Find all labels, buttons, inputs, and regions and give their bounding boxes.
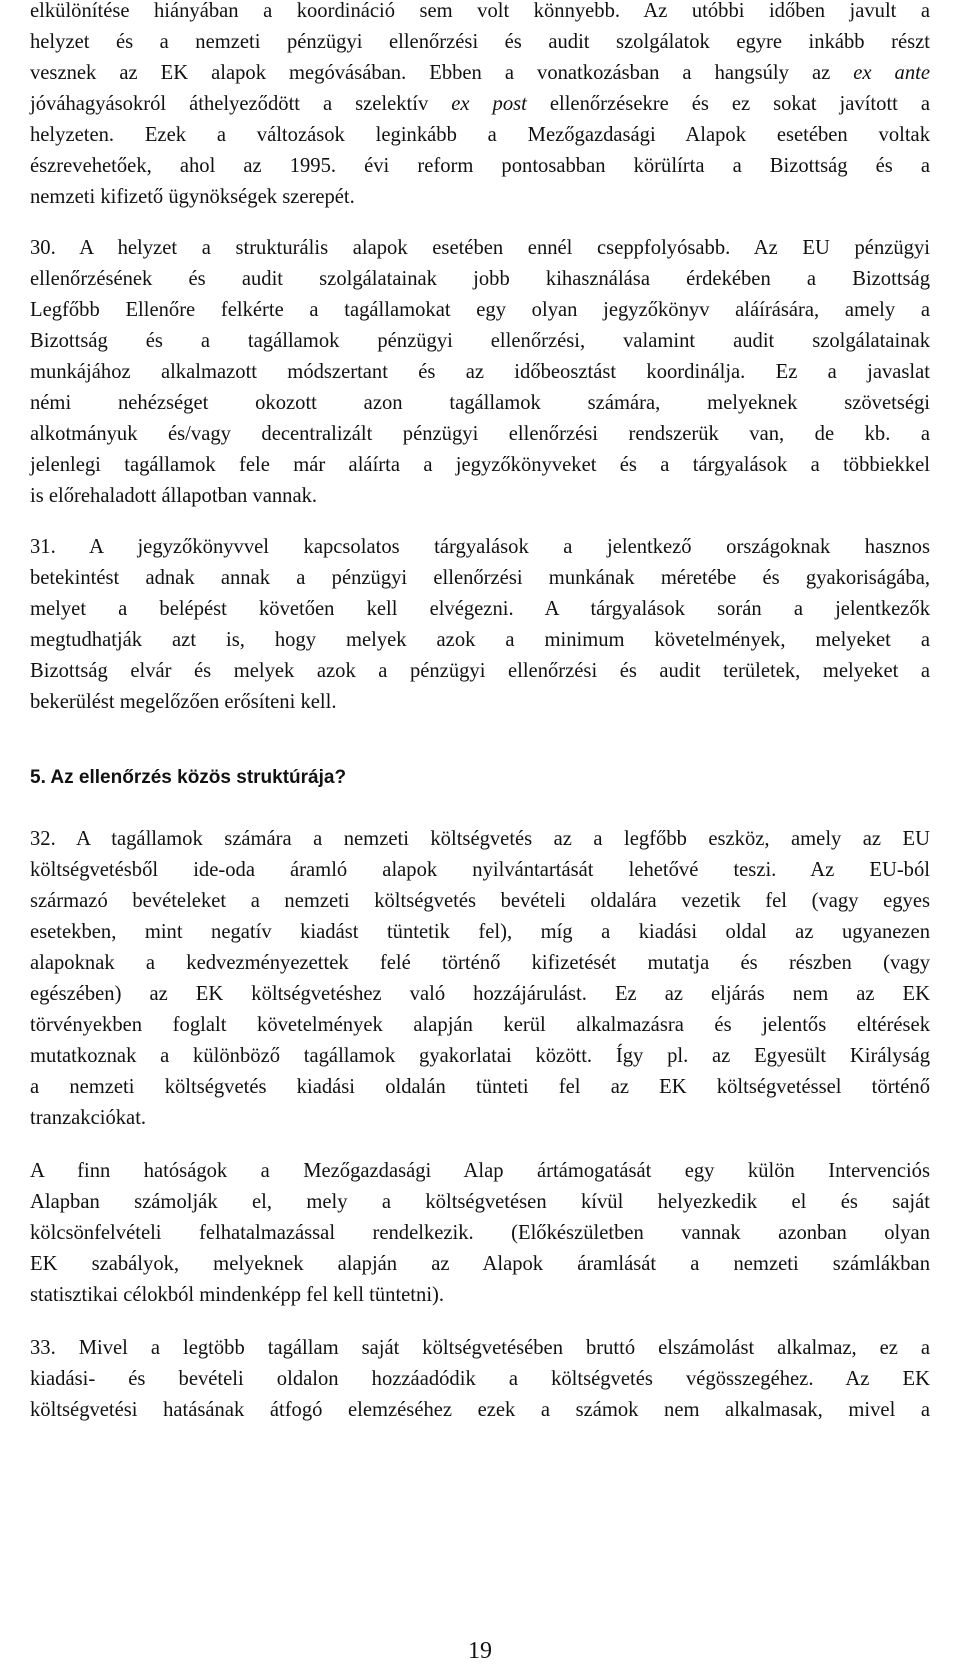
text-line: származó bevételeket a nemzeti költségvetés bevételi oldalára vezetik fel (vagy egyes bbox=[30, 890, 930, 912]
paragraph-32 bbox=[30, 824, 930, 1134]
text-line: jóváhagyásokról áthelyeződött a szelektív ex post ellenőrzésekre és ez sokat javított a bbox=[30, 93, 931, 115]
text-line: statisztikai célokból mindenképp fel kell tüntetni). bbox=[30, 1284, 445, 1306]
text-line: helyzeten. Ezek a változások leginkább a Mezőgazdasági Alapok esetében voltak bbox=[30, 124, 930, 146]
text-line: a nemzeti költségvetés kiadási oldalán tünteti fel az EK költségvetéssel történő bbox=[30, 1076, 930, 1098]
text-line: elkülönítése hiányában a koordináció sem volt könnyebb. Az utóbbi időben javult a bbox=[30, 0, 930, 22]
text-line: némi nehézséget okozott azon tagállamok számára, melyeknek szövetségi bbox=[30, 392, 930, 414]
text-line: észrevehetőek, ahol az 1995. évi reform pontosabban körülírta a Bizottság és a bbox=[30, 155, 930, 177]
paragraph-30 bbox=[30, 233, 930, 512]
paragraph-finn bbox=[30, 1156, 930, 1311]
text-line: A finn hatóságok a Mezőgazdasági Alap ártámogatását egy külön Intervenciós bbox=[30, 1160, 930, 1182]
text-line: 32. A tagállamok számára a nemzeti költségvetés az a legfőbb eszköz, amely az EU bbox=[30, 828, 930, 850]
section-heading-5: 5. Az ellenőrzés közös struktúrája? bbox=[30, 767, 347, 788]
text-line: alkotmányuk és/vagy decentralizált pénzügyi ellenőrzési rendszerük van, de kb. a bbox=[30, 423, 930, 445]
text-line: kölcsönfelvételi felhatalmazással rendelkezik. (Előkészületben vannak azonban olyan bbox=[30, 1222, 930, 1244]
text-line: 31. A jegyzőkönyvvel kapcsolatos tárgyalások a jelentkező országoknak hasznos bbox=[30, 536, 930, 558]
text-line: egészében) az EK költségvetéshez való hozzájárulást. Ez az eljárás nem az EK bbox=[30, 983, 930, 1005]
text-line: alapoknak a kedvezményezettek felé történő kifizetését mutatja és részben (vagy bbox=[30, 952, 930, 974]
page-number: 19 bbox=[468, 1638, 492, 1664]
text-line: vesznek az EK alapok megóvásában. Ebben a vonatkozásban a hangsúly az ex ante bbox=[30, 62, 930, 84]
text-line: helyzet és a nemzeti pénzügyi ellenőrzési és audit szolgálatok egyre inkább részt bbox=[30, 31, 930, 53]
text-line: törvényekben foglalt követelmények alapján kerül alkalmazásra és jelentős eltérések bbox=[30, 1014, 930, 1036]
text-line: 33. Mivel a legtöbb tagállam saját költségvetésében bruttó elszámolást alkalmaz, ez a bbox=[30, 1337, 930, 1359]
text-line: Bizottság és a tagállamok pénzügyi ellenőrzési, valamint audit szolgálatainak bbox=[30, 330, 930, 352]
text-line: Alapban számolják el, mely a költségvetésen kívül helyezkedik el és saját bbox=[30, 1191, 930, 1213]
text-line: költségvetésből ide-oda áramló alapok nyilvántartását lehetővé teszi. Az EU-ból bbox=[30, 859, 930, 881]
text-line: jelenlegi tagállamok fele már aláírta a jegyzőkönyveket és a tárgyalások a többiekkel bbox=[30, 454, 930, 476]
text-line: munkájához alkalmazott módszertant és az időbeosztást koordinálja. Ez a javaslat bbox=[30, 361, 930, 383]
paragraph-31 bbox=[30, 532, 930, 718]
paragraph-continuation bbox=[30, 0, 930, 213]
text-line: nemzeti kifizető ügynökségek szerepét. bbox=[30, 186, 355, 208]
text-line: esetekben, mint negatív kiadást tüntetik fel), míg a kiadási oldal az ugyanezen bbox=[30, 921, 930, 943]
document-body bbox=[30, 0, 930, 1426]
text-line: 30. A helyzet a strukturális alapok esetében ennél cseppfolyósabb. Az EU pénzügyi bbox=[30, 237, 930, 259]
text-line: Legfőbb Ellenőre felkérte a tagállamokat egy olyan jegyzőkönyv aláírására, amely a bbox=[30, 299, 930, 321]
text-line: Bizottság elvár és melyek azok a pénzügyi ellenőrzési és audit területek, melyeket a bbox=[30, 660, 930, 682]
text-line: bekerülést megelőzően erősíteni kell. bbox=[30, 691, 337, 713]
text-line: költségvetési hatásának átfogó elemzéséhez ezek a számok nem alkalmasak, mivel a bbox=[30, 1399, 930, 1421]
text-line: EK szabályok, melyeknek alapján az Alapok áramlását a nemzeti számlákban bbox=[30, 1253, 930, 1275]
text-line: megtudhatják azt is, hogy melyek azok a minimum követelmények, melyeket a bbox=[30, 629, 930, 651]
text-line: melyet a belépést követően kell elvégezni. A tárgyalások során a jelentkezők bbox=[30, 598, 930, 620]
text-line: kiadási- és bevételi oldalon hozzáadódik a költségvetés végösszegéhez. Az EK bbox=[30, 1368, 930, 1390]
text-line: tranzakciókat. bbox=[30, 1107, 147, 1129]
paragraph-33 bbox=[30, 1333, 930, 1426]
text-line: is előrehaladott állapotban vannak. bbox=[30, 485, 318, 507]
text-line: mutatkoznak a különböző tagállamok gyakorlatai között. Így pl. az Egyesült Királyság bbox=[30, 1045, 930, 1067]
text-line: ellenőrzésének és audit szolgálatainak jobb kihasználása érdekében a Bizottság bbox=[30, 268, 930, 290]
text-line: betekintést adnak annak a pénzügyi ellenőrzési munkának méretébe és gyakoriságába, bbox=[30, 567, 930, 589]
